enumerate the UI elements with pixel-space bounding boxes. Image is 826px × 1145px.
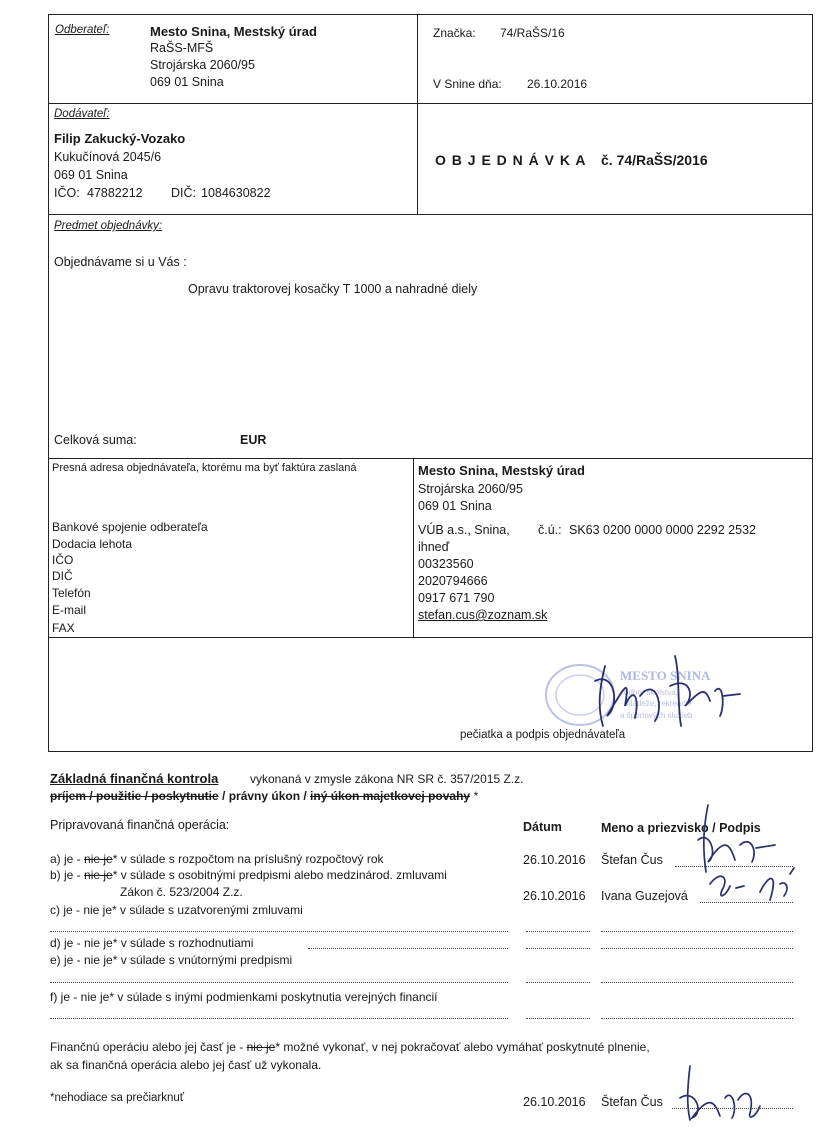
check-a-text: * v súlade s rozpočtom na príslušný rozpočtový rok [112, 852, 384, 866]
dodavatel-label: Dodávateľ: [54, 108, 110, 120]
struck-text: nie je [84, 868, 113, 882]
stamp-line-1: MESTO SNINA [620, 668, 711, 683]
check-b-name: Ivana Guzejová [601, 889, 688, 903]
account-number: SK63 0200 0000 0000 2292 2532 [569, 523, 756, 537]
dodavatel-dic: 1084630822 [201, 186, 271, 200]
final-text-a: Finančnú operáciu alebo jej časť je - [50, 1040, 247, 1054]
billing-address-label: Presná adresa objednávateľa, ktorému ma byť faktúra zaslaná [52, 462, 357, 474]
signature-cus-final [660, 1058, 770, 1128]
check-c: c) je - nie je* v súlade s uzatvorenými zmluvami [50, 903, 303, 917]
dotted-line [601, 982, 793, 983]
financna-title: Základná finančná kontrola [50, 771, 219, 786]
dotted-line [526, 1018, 590, 1019]
date-label: V Snine dňa: [433, 77, 502, 91]
billing-divider [413, 458, 414, 638]
check-a-name: Štefan Čus [601, 853, 663, 867]
date-value: 26.10.2016 [527, 77, 588, 91]
financna-line2 [50, 789, 478, 803]
dodavatel-dic-label: DIČ: [171, 186, 196, 200]
check-f: f) je - nie je* v súlade s inými podmienkami poskytnutia verejných financií [50, 990, 438, 1004]
check-b-text: * v súlade s osobitnými predpismi alebo medzinárod. zmluvami [112, 868, 447, 882]
dotted-line [601, 948, 793, 949]
check-a-date: 26.10.2016 [523, 853, 586, 867]
predmet-label: Predmet objednávky: [54, 220, 163, 232]
billing-row-label: Bankové spojenie odberateľa [52, 520, 208, 534]
sum-currency: EUR [240, 433, 267, 447]
odberatel-dept: RaŠS-MFŠ [150, 41, 214, 55]
struck-text: príjem / použitie / poskytnutie [50, 789, 219, 803]
sum-label: Celková suma: [54, 433, 137, 447]
dotted-line [50, 1018, 508, 1019]
billing-row-label: Telefón [52, 586, 91, 600]
email-link[interactable]: stefan.cus@zoznam.sk [418, 608, 548, 622]
dotted-line [601, 931, 793, 932]
odberatel-label: Odberateľ: [55, 24, 110, 36]
predmet-item: Opravu traktorovej kosačky T 1000 a nahradné diely [188, 282, 478, 296]
col-datum: Dátum [523, 820, 562, 834]
dodavatel-city: 069 01 Snina [54, 168, 128, 182]
stamp-line-3: mládeže, rekreácie [624, 699, 692, 708]
dodavatel-ico-label: IČO: [54, 186, 80, 200]
footnote: *nehodiace sa prečiarknuť [50, 1092, 185, 1104]
dotted-line [308, 948, 508, 949]
dodavatel-ico: 47882212 [87, 186, 143, 200]
odberatel-city: 069 01 Snina [150, 75, 224, 89]
billing-row-value: 00323560 [418, 557, 474, 571]
billing-name: Mesto Snina, Mestský úrad [418, 463, 585, 478]
billing-row-label: Dodacia lehota [52, 537, 133, 551]
final-date: 26.10.2016 [523, 1095, 586, 1109]
billing-street: Strojárska 2060/95 [418, 482, 523, 496]
asterisk: * [470, 789, 479, 803]
check-b [50, 868, 447, 882]
check-b-law: Zákon č. 523/2004 Z.z. [120, 885, 243, 899]
check-a [50, 852, 384, 866]
stamp-line-4: a športových služieb [620, 711, 693, 720]
check-b-date: 26.10.2016 [523, 889, 586, 903]
check-d: d) je - nie je* v súlade s rozhodnutiami [50, 936, 254, 950]
stamp-caption: pečiatka a podpis objednávateľa [460, 729, 626, 741]
final-statement-1 [50, 1040, 650, 1054]
account-label: č.ú.: [538, 523, 562, 537]
subject-box-border [48, 214, 813, 459]
znacka-label: Značka: [433, 26, 476, 40]
billing-row-label: IČO [52, 553, 74, 567]
legal-act-text: / právny úkon / [218, 789, 311, 803]
dodavatel-street: Kukučínová 2045/6 [54, 150, 162, 164]
billing-row-value: 2020794666 [418, 574, 488, 588]
znacka-value: 74/RaŠS/16 [500, 26, 565, 40]
dotted-line [601, 1018, 793, 1019]
dotted-line [526, 931, 590, 932]
check-e: e) je - nie je* v súlade s vnútornými predpismi [50, 953, 293, 967]
prep-label: Pripravovaná finančná operácia: [50, 818, 230, 832]
dodavatel-name: Filip Zakucký-Vozako [54, 131, 186, 146]
stamp-line-2: odbor školstva, [624, 688, 678, 697]
dotted-line [50, 982, 508, 983]
billing-row-value: ihneď [418, 540, 450, 554]
header-divider [417, 14, 418, 104]
billing-row-value: VÚB a.s., Snina, [418, 523, 510, 537]
struck-text: nie je [84, 852, 113, 866]
billing-row-label: DIČ [52, 569, 73, 583]
dotted-line [526, 948, 590, 949]
dotted-line [50, 931, 508, 932]
financna-subtitle: vykonaná v zmysle zákona NR SR č. 357/2015 Z.z. [250, 772, 524, 786]
struck-text: iný úkon majetkovej povahy [310, 789, 471, 803]
final-statement-2: ak sa finančná operácia alebo jej časť už vykonala. [50, 1058, 322, 1072]
objednavka-title: O B J E D N Á V K A [435, 152, 587, 168]
supplier-divider [417, 103, 418, 215]
signature-guzejova [700, 862, 800, 907]
billing-row-label: E-mail [52, 603, 87, 617]
odberatel-street: Strojárska 2060/95 [150, 58, 255, 72]
odberatel-name: Mesto Snina, Mestský úrad [150, 24, 317, 39]
predmet-intro: Objednávame si u Vás : [54, 255, 187, 269]
check-a-prefix: a) je - [50, 852, 85, 866]
billing-row-label: FAX [52, 621, 75, 635]
objednavka-number: č. 74/RaŠS/2016 [601, 152, 708, 168]
final-text-c: * možné vykonať, v nej pokračovať alebo vymáhať poskytnuté plnenie, [275, 1040, 650, 1054]
billing-city: 069 01 Snina [418, 499, 492, 513]
col-meno: Meno a priezvisko / Podpis [601, 821, 761, 835]
final-name: Štefan Čus [601, 1095, 663, 1109]
billing-row-value: 0917 671 790 [418, 591, 495, 605]
check-b-prefix: b) je - [50, 868, 85, 882]
signature-ordering-party [585, 646, 745, 736]
struck-text: nie je [246, 1040, 276, 1054]
dotted-line [526, 982, 590, 983]
